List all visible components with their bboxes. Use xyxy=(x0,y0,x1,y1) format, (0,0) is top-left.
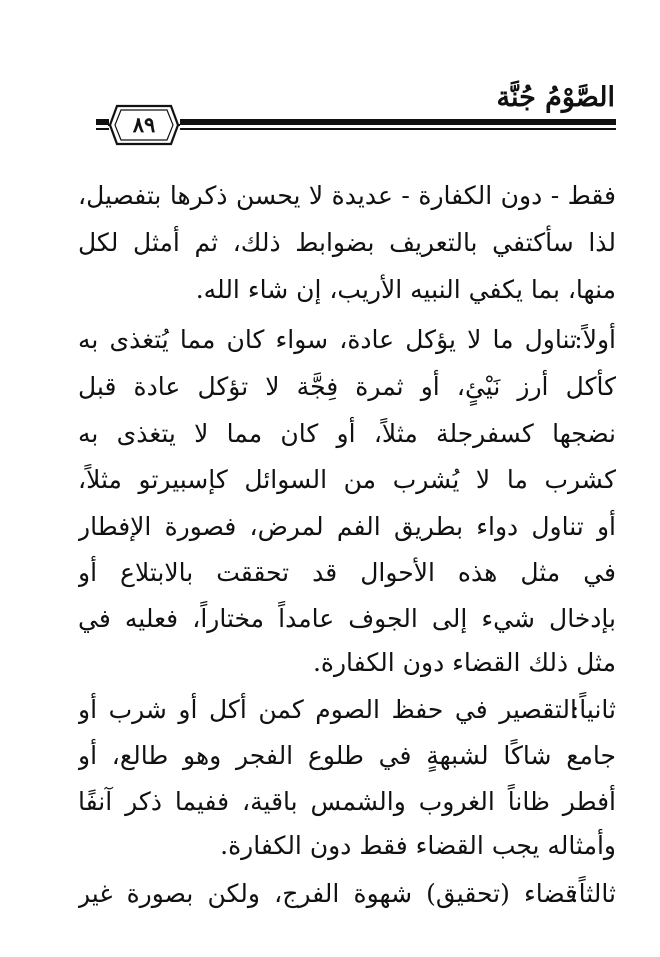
section-label: ثانياً: xyxy=(570,695,616,724)
running-title: الصَّوْمُ جُنَّة xyxy=(496,82,615,113)
text-line: أفطر ظاناً الغروب والشمس باقية، ففيما ذكر آنفًا xyxy=(78,787,616,816)
text-line: بإدخال شيء إلى الجوف عامداً مختاراً، فعليه في xyxy=(78,604,616,633)
text-line: أو تناول دواء بطريق الفم لمرض، فصورة الإفطار xyxy=(78,512,616,541)
text-line: وأمثاله يجب القضاء فقط دون الكفارة. xyxy=(220,831,616,860)
text-line: نضجها كسفرجلة مثلاً، أو كان مما لا يتغذى به xyxy=(78,419,616,448)
text-line: تناول ما لا يؤكل عادة، سواء كان مما يُتغذى به xyxy=(78,325,577,354)
text-line: جامع شاكًا لشبهةٍ في طلوع الفجر وهو طالع، أو xyxy=(78,741,616,770)
text-line: كشرب ما لا يُشرب من السوائل كإسبيرتو مثلاً، xyxy=(78,465,616,494)
text-line: في مثل هذه الأحوال قد تحققت بالابتلاع أو xyxy=(78,558,616,587)
text-line: لذا سأكتفي بالتعريف بضوابط ذلك، ثم أمثل لكل xyxy=(78,228,616,257)
text-line: قضاء (تحقيق) شهوة الفرج، ولكن بصورة غير xyxy=(78,879,577,908)
text-line: مثل ذلك القضاء دون الكفارة. xyxy=(312,648,616,677)
text-line: منها، بما يكفي النبيه الأريب، إن شاء الله. xyxy=(195,275,616,304)
text-line: فقط - دون الكفارة - عديدة لا يحسن ذكرها بتفصيل، xyxy=(78,181,616,210)
section-label: ثالثاً: xyxy=(570,879,616,908)
page-number: ٨٩ xyxy=(132,112,156,137)
section-label: أولاً: xyxy=(574,325,616,354)
text-line: التقصير في حفظ الصوم كمن أكل أو شرب أو xyxy=(78,695,577,724)
text-line: كأكل أرز نَيْئٍ، أو ثمرة فِجَّة لا تؤكل عادة قبل xyxy=(78,372,616,401)
